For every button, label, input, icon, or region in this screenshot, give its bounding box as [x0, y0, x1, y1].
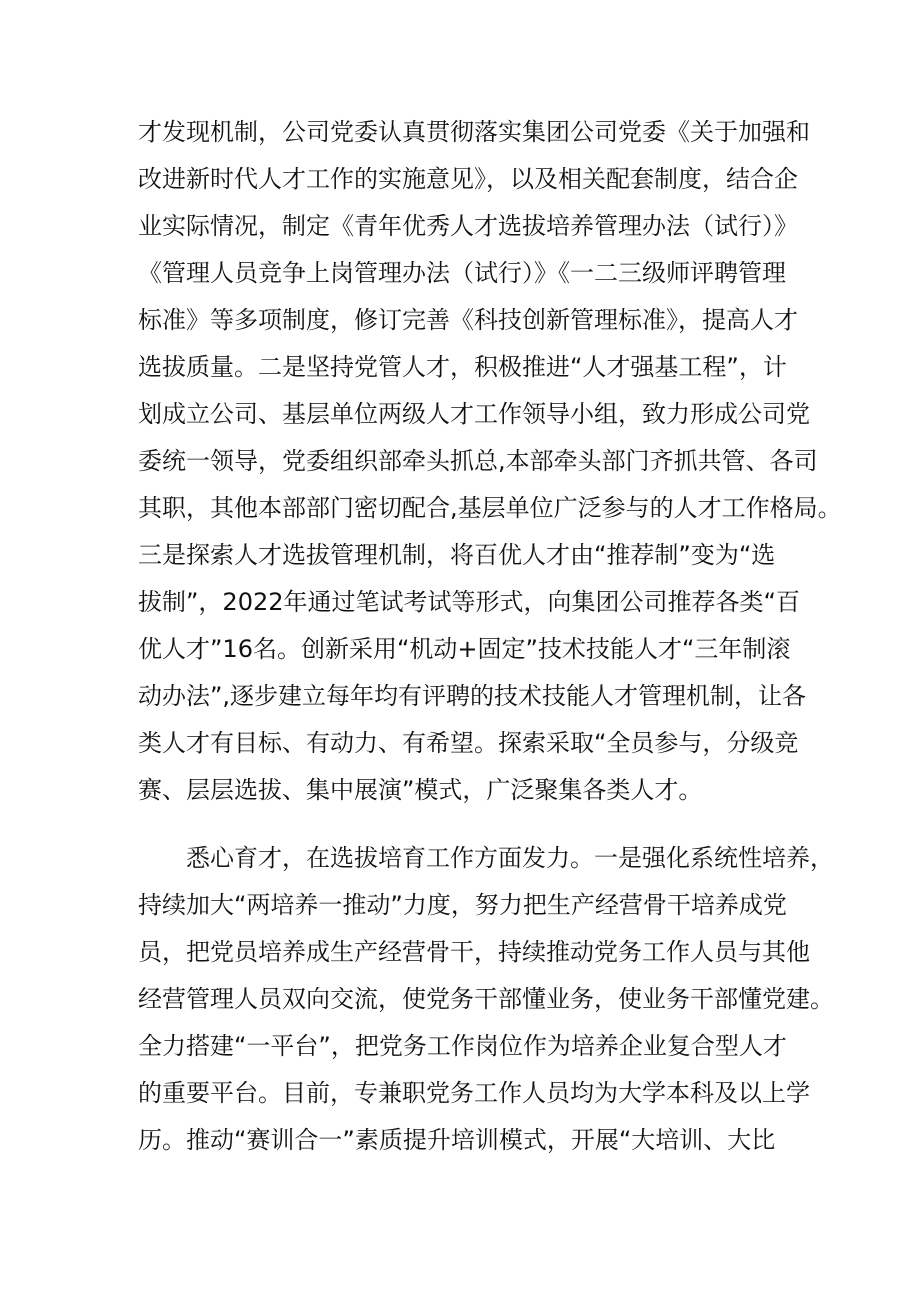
paragraph-2-line: 持续加大“两培养一推动”力度，努力把生产经营骨干培养成党 [138, 891, 787, 919]
paragraph-1-line: 优人才”16名。创新采用“机动+固定”技术技能人才“三年制滚 [138, 635, 791, 663]
paragraph-2-line: 的重要平台。目前，专兼职党务工作人员均为大学本科及以上学 [138, 1079, 810, 1107]
paragraph-1-line: 业实际情况，制定《青年优秀人才选拔培养管理办法（试行）》 [138, 212, 798, 240]
paragraph-2-line: 悉心育才，在选拔培育工作方面发力。一是强化系统性培养， [186, 844, 834, 872]
paragraph-1-line: 三是探索人才选拔管理机制，将百优人才由“推荐制”变为“选 [138, 541, 776, 569]
paragraph-1-line: 委统一领导，党委组织部牵头抓总,本部牵头部门齐抓共管、各司 [138, 447, 818, 475]
paragraph-2-line: 员，把党员培养成生产经营骨干，持续推动党务工作人员与其他 [138, 938, 810, 966]
paragraph-1-line: 拔制”，2022年通过笔试考试等形式，向集团公司推荐各类“百 [138, 588, 800, 616]
paragraph-2-line: 全力搭建“一平台”，把党务工作岗位作为培养企业复合型人才 [138, 1032, 787, 1060]
paragraph-1-line: 动办法”,逐步建立每年均有评聘的技术技能人才管理机制，让各 [138, 682, 807, 710]
paragraph-1-line: 赛、层层选拔、集中展演”模式，广泛聚集各类人才。 [138, 776, 703, 804]
paragraph-1-line: 改进新时代人才工作的实施意见》，以及相关配套制度，结合企 [138, 165, 798, 193]
paragraph-1-line: 划成立公司、基层单位两级人才工作领导小组，致力形成公司党 [138, 400, 810, 428]
paragraph-1-line: 类人才有目标、有动力、有希望。探索采取“全员参与，分级竞 [138, 729, 799, 757]
paragraph-1-line: 其职，其他本部部门密切配合,基层单位广泛参与的人才工作格局。 [138, 494, 842, 522]
paragraph-2-line: 经营管理人员双向交流，使党务干部懂业务，使业务干部懂党建。 [138, 985, 834, 1013]
paragraph-1-line: 选拔质量。二是坚持党管人才，积极推进“人才强基工程”，计 [138, 353, 787, 381]
paragraph-1-line: 标准》等多项制度，修订完善《科技创新管理标准》，提高人才 [138, 306, 798, 334]
paragraph-1-line: 才发现机制，公司党委认真贯彻落实集团公司党委《关于加强和 [138, 118, 810, 146]
paragraph-2-line: 历。推动“赛训合一”素质提升培训模式，开展“大培训、大比 [138, 1126, 776, 1154]
paragraph-1-line: 《管理人员竞争上岗管理办法（试行）》《一二三级师评聘管理 [138, 259, 786, 287]
